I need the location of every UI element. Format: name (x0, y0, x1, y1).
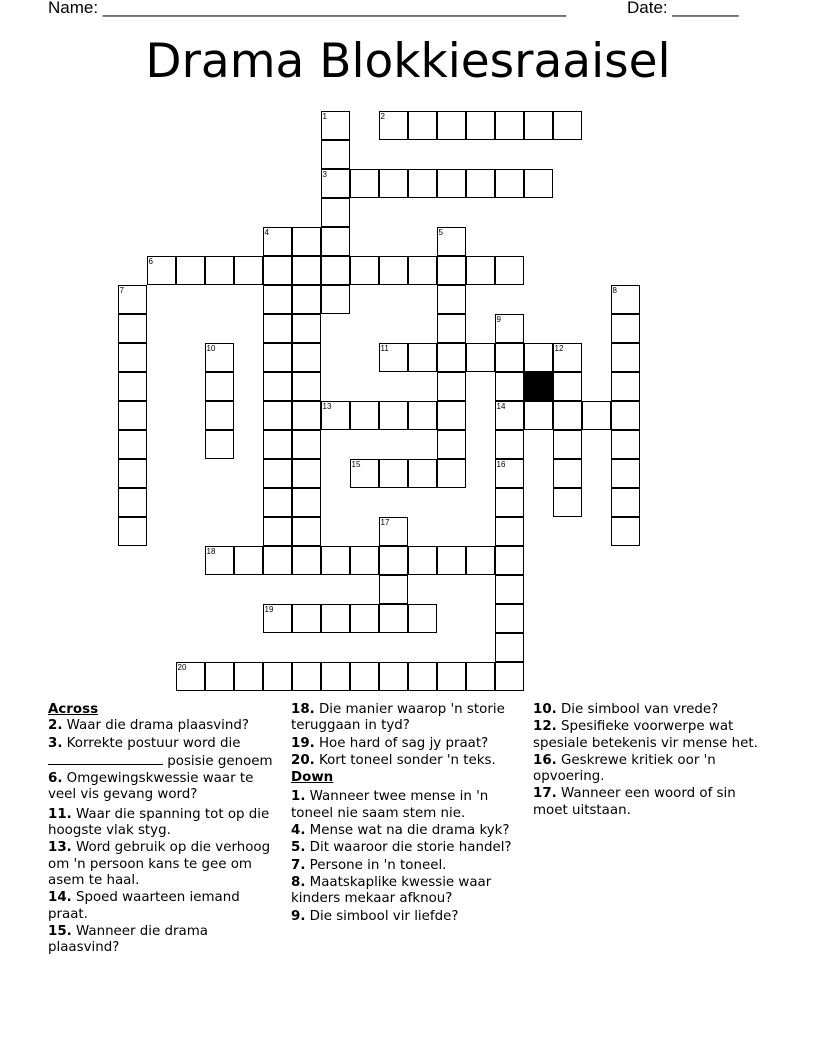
grid-cell[interactable] (437, 459, 466, 488)
clue-across-20: 20. Kort toneel sonder 'n teks. (291, 752, 496, 768)
grid-cell[interactable] (437, 662, 466, 691)
clue-across-3: 3. Korrekte postuur word die posisie genoem (48, 735, 273, 769)
grid-cell[interactable] (495, 111, 524, 140)
grid-cell[interactable] (118, 343, 147, 372)
grid-cell[interactable] (553, 430, 582, 459)
grid-cell[interactable] (524, 169, 553, 198)
grid-cell[interactable] (350, 662, 379, 691)
cell-number: 8 (612, 285, 617, 295)
grid-cell[interactable] (292, 314, 321, 343)
cell-number: 16 (496, 459, 506, 469)
grid-cell[interactable] (495, 430, 524, 459)
grid-cell[interactable] (466, 111, 495, 140)
grid-cell[interactable] (118, 517, 147, 546)
grid-cell[interactable] (582, 401, 611, 430)
grid-cell[interactable] (292, 517, 321, 546)
grid-cell[interactable] (437, 343, 466, 372)
clue-down-7: 7. Persone in 'n toneel. (291, 857, 447, 873)
grid-cell[interactable] (205, 372, 234, 401)
grid-cell[interactable] (263, 343, 292, 372)
grid-cell[interactable] (408, 343, 437, 372)
grid-cell[interactable] (466, 169, 495, 198)
grid-cell[interactable] (292, 372, 321, 401)
grid-cell[interactable] (524, 111, 553, 140)
grid-cell[interactable] (292, 662, 321, 691)
grid-cell[interactable] (321, 546, 350, 575)
grid-cell[interactable] (495, 575, 524, 604)
cell-number: 18 (206, 546, 216, 556)
cell-number: 6 (148, 256, 153, 266)
grid-cell[interactable] (205, 256, 234, 285)
grid-cell[interactable] (350, 256, 379, 285)
grid-cell[interactable] (495, 169, 524, 198)
grid-cell[interactable] (466, 662, 495, 691)
grid-cell[interactable] (437, 430, 466, 459)
grid-cell[interactable] (611, 343, 640, 372)
grid-cell[interactable] (292, 256, 321, 285)
grid-cell[interactable] (176, 662, 205, 691)
clue-across-2: 2. Waar die drama plaasvind? (48, 718, 249, 734)
grid-cell[interactable] (350, 546, 379, 575)
grid-cell[interactable] (408, 662, 437, 691)
grid-cell[interactable] (408, 459, 437, 488)
grid-cell[interactable] (524, 401, 553, 430)
cell-number: 10 (206, 343, 216, 353)
grid-cell[interactable] (495, 546, 524, 575)
grid-cell[interactable] (263, 401, 292, 430)
grid-cell[interactable] (437, 401, 466, 430)
clue-down-1: 1. Wanneer twee mense in 'n toneel nie saam stem nie. (291, 789, 489, 821)
grid-cell[interactable] (379, 343, 408, 372)
grid-cell[interactable] (321, 111, 350, 140)
page-title: Drama Blokkiesraaisel (145, 34, 671, 89)
grid-cell[interactable] (437, 285, 466, 314)
grid-cell[interactable] (321, 198, 350, 227)
grid-cell[interactable] (321, 401, 350, 430)
cell-number: 14 (496, 401, 506, 411)
grid-cell[interactable] (234, 546, 263, 575)
grid-cell[interactable] (379, 401, 408, 430)
grid-cell[interactable] (321, 140, 350, 169)
clue-down-12: 12. Spesifieke voorwerpe wat spesiale betekenis vir mense het. (533, 719, 758, 751)
clue-across-6: 6. Omgewingskwessie waar te veel vis gevang word? (48, 771, 254, 803)
grid-cell[interactable] (437, 372, 466, 401)
grid-cell[interactable] (495, 633, 524, 662)
grid-cell[interactable] (466, 546, 495, 575)
clue-down-17: 17. Wanneer een woord of sin moet uitstaan. (533, 786, 736, 818)
grid-cell[interactable] (350, 401, 379, 430)
name-field[interactable]: Name: _________________________________________________ (48, 0, 567, 17)
grid-cell[interactable] (321, 256, 350, 285)
clue-across-14: 14. Spoed waarteen iemand praat. (48, 890, 240, 922)
down-heading: Down (291, 770, 334, 786)
grid-cell[interactable] (437, 169, 466, 198)
grid-cell[interactable] (466, 256, 495, 285)
black-cell (524, 372, 553, 401)
grid-cell[interactable] (205, 430, 234, 459)
cell-number: 2 (380, 111, 385, 121)
grid-cell[interactable] (611, 372, 640, 401)
grid-cell[interactable] (379, 517, 408, 546)
grid-cell[interactable] (553, 401, 582, 430)
grid-cell[interactable] (466, 343, 495, 372)
grid-cell[interactable] (321, 662, 350, 691)
grid-cell[interactable] (321, 285, 350, 314)
grid-cell[interactable] (553, 459, 582, 488)
clue-across-11: 11. Waar die spanning tot op die hoogste vlak styg. (48, 806, 270, 839)
grid-cell[interactable] (437, 227, 466, 256)
grid-cell[interactable] (408, 401, 437, 430)
cell-number: 13 (322, 401, 332, 411)
grid-cell[interactable] (408, 546, 437, 575)
grid-cell[interactable] (495, 401, 524, 430)
cell-number: 4 (264, 227, 269, 237)
grid-cell[interactable] (408, 256, 437, 285)
clue-down-4: 4. Mense wat na die drama kyk? (291, 823, 510, 839)
grid-cell[interactable] (292, 488, 321, 517)
clues-column-2 (291, 702, 523, 926)
cell-number: 11 (380, 343, 389, 353)
cell-number: 5 (438, 227, 443, 237)
grid-cell[interactable] (611, 459, 640, 488)
grid-cell[interactable] (205, 546, 234, 575)
across-heading: Across (48, 702, 99, 717)
grid-cell[interactable] (437, 256, 466, 285)
grid-cell[interactable] (118, 372, 147, 401)
grid-cell[interactable] (292, 430, 321, 459)
grid-cell[interactable] (234, 662, 263, 691)
grid-cell[interactable] (379, 604, 408, 633)
clue-across-15: 15. Wanneer die drama plaasvind? (48, 923, 208, 956)
grid-cell[interactable] (321, 169, 350, 198)
grid-cell[interactable] (118, 459, 147, 488)
grid-cell[interactable] (292, 459, 321, 488)
clue-down-16: 16. Geskrewe kritiek oor 'n opvoering. (533, 752, 716, 785)
cell-number: 7 (119, 285, 124, 295)
grid-cell[interactable] (263, 314, 292, 343)
grid-cell[interactable] (611, 285, 640, 314)
grid-cell[interactable] (437, 111, 466, 140)
grid-cell[interactable] (553, 488, 582, 517)
grid-cell[interactable] (495, 604, 524, 633)
grid-cell[interactable] (553, 111, 582, 140)
grid-cell[interactable] (437, 314, 466, 343)
grid-cell[interactable] (118, 314, 147, 343)
cell-number: 3 (322, 169, 327, 179)
grid-cell[interactable] (118, 285, 147, 314)
grid-cell[interactable] (495, 314, 524, 343)
grid-cell[interactable] (379, 662, 408, 691)
answer-blank (48, 752, 163, 765)
clue-down-10: 10. Die simbool van vrede? (533, 702, 719, 717)
grid-cell[interactable] (437, 546, 466, 575)
grid-cell[interactable] (495, 488, 524, 517)
grid-cell[interactable] (321, 604, 350, 633)
grid-cell[interactable] (495, 343, 524, 372)
grid-cell[interactable] (205, 343, 234, 372)
grid-cell[interactable] (350, 459, 379, 488)
grid-cell[interactable] (379, 111, 408, 140)
grid-cell[interactable] (292, 401, 321, 430)
clue-down-9: 9. Die simbool vir liefde? (291, 908, 459, 924)
grid-cell[interactable] (263, 372, 292, 401)
cell-number: 1 (322, 111, 327, 121)
grid-cell[interactable] (205, 662, 234, 691)
grid-cell[interactable] (263, 546, 292, 575)
cell-number: 19 (264, 604, 274, 614)
grid-cell[interactable] (408, 169, 437, 198)
grid-cell[interactable] (350, 169, 379, 198)
grid-cell[interactable] (495, 662, 524, 691)
clue-across-13: 13. Word gebruik op die verhoog om 'n persoon kans te gee om asem te haal. (48, 840, 271, 888)
grid-cell[interactable] (379, 169, 408, 198)
grid-cell[interactable] (234, 256, 263, 285)
grid-cell[interactable] (292, 343, 321, 372)
grid-cell[interactable] (292, 604, 321, 633)
grid-cell[interactable] (292, 285, 321, 314)
cell-number: 20 (177, 662, 187, 672)
grid-cell[interactable] (263, 227, 292, 256)
cell-number: 12 (554, 343, 564, 353)
date-field[interactable]: Date: _______ (627, 0, 739, 17)
clue-across-18: 18. Die manier waarop 'n storie teruggaan in tyd? (291, 702, 505, 734)
grid-cell[interactable] (263, 256, 292, 285)
grid-cell[interactable] (118, 488, 147, 517)
grid-cell[interactable] (263, 488, 292, 517)
grid-cell[interactable] (408, 604, 437, 633)
grid-cell[interactable] (292, 227, 321, 256)
grid-cell[interactable] (611, 517, 640, 546)
grid-cell[interactable] (611, 488, 640, 517)
grid-cell[interactable] (263, 604, 292, 633)
grid-cell[interactable] (495, 459, 524, 488)
grid-cell[interactable] (553, 343, 582, 372)
grid-cell[interactable] (263, 662, 292, 691)
grid-cell[interactable] (350, 604, 379, 633)
grid-cell[interactable] (379, 459, 408, 488)
grid-cell[interactable] (263, 517, 292, 546)
grid-cell[interactable] (495, 256, 524, 285)
grid-cell[interactable] (147, 256, 176, 285)
grid-cell[interactable] (321, 227, 350, 256)
grid-cell[interactable] (292, 546, 321, 575)
clues-column-3 (533, 702, 773, 820)
grid-cell[interactable] (495, 372, 524, 401)
grid-cell[interactable] (205, 401, 234, 430)
cell-number: 17 (380, 517, 390, 527)
clue-down-8: 8. Maatskaplike kwessie waar kinders mekaar afknou? (291, 874, 492, 907)
grid-cell[interactable] (611, 314, 640, 343)
clue-across-19: 19. Hoe hard of sag jy praat? (291, 735, 489, 751)
grid-cell[interactable] (408, 111, 437, 140)
grid-cell[interactable] (379, 256, 408, 285)
grid-cell[interactable] (495, 517, 524, 546)
grid-cell[interactable] (263, 285, 292, 314)
grid-cell[interactable] (263, 459, 292, 488)
grid-cell[interactable] (263, 430, 292, 459)
grid-cell[interactable] (176, 256, 205, 285)
grid-cell[interactable] (379, 546, 408, 575)
clue-down-5: 5. Dit waaroor die storie handel? (291, 840, 512, 856)
grid-cell[interactable] (611, 430, 640, 459)
grid-cell[interactable] (553, 372, 582, 401)
grid-cell[interactable] (118, 401, 147, 430)
grid-cell[interactable] (611, 401, 640, 430)
clues-column-1 (48, 702, 280, 957)
cell-number: 15 (351, 459, 361, 469)
grid-cell[interactable] (524, 343, 553, 372)
cell-number: 9 (496, 314, 501, 324)
grid-cell[interactable] (379, 575, 408, 604)
grid-cell[interactable] (118, 430, 147, 459)
